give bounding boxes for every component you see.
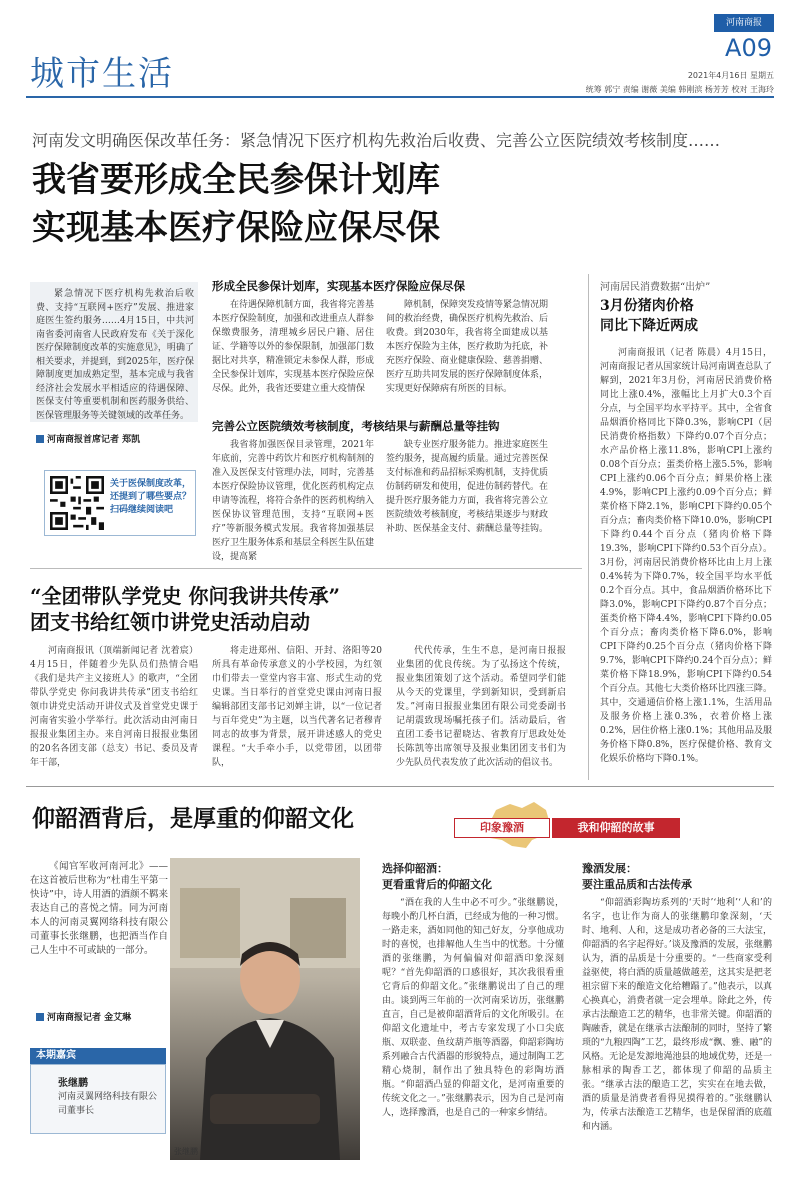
paragraph: 我省将加强医保目录管理，2021年年底前，完善中药饮片和医疗机构制剂的准入及医保支付管理办法，同时，完善基本医疗保险协议管理，优化医药机构定点申请等流程，将符合条件的医药机构纳入医保协议管理范围，支持“互联网+医疗”等新服务模式发展。我省将加强基层医疗卫生服务体系和基层全科医生队伍建设，提高紧	[212, 440, 375, 562]
youth-headline-line1: “全团带队学党史 你问我讲共传承”	[30, 584, 340, 608]
wine-subhead1-line1: 选择仰韶酒：	[382, 862, 448, 875]
youth-column2	[212, 644, 382, 770]
newspaper-brand: 河南商报	[714, 14, 774, 32]
byline-marker-icon	[36, 435, 44, 443]
paragraph: 河南商报讯（记者 陈晨）4月15日，河南商报记者从国家统计局河南调查总队了解到，2021年3月份，河南居民消费价格同比上涨0.4%，涨幅比上月扩大0.3个百分点，与全国平均水平持平。其中，全省食品烟酒价格同比下降0.3%，影响CPI（居民消费价格指数）下降约0.07个百分点；水产品价格上涨11.8%，影响CPI上涨约0.08个百分点；蛋类价格上涨5.5%，影响CPI上涨约0.06个百分点；鲜果价格上涨4.9%，影响CPI上涨约0.09个百分点；鲜菜价格下降2.1%，影响CPI下降约0.05个百分点；畜肉类价格下降10.0%，影响CPI下降约0.44个百分点（猪肉价格下降19.3%，影响CPI下降约0.53个百分点）。3月份，河南居民消费价格环比由上月上涨0.4%转为下降0.7%，较全国平均水平低0.2个百分点。其中，食品烟酒价格环比下降3.0%，影响CPI下降约0.87个百分点；蛋类价格下降4.4%，影响CPI下降约0.05个百分点；畜肉类价格下降6.0%，影响CPI下降约0.25个百分点（猪肉价格下降9.7%，影响CPI下降约0.24个百分点）；鲜菜价格下降18.9%，影响CPI下降约0.54个百分点。其他七大类价格环比四涨三降。其中，交通通信价格上涨1.1%，生活用品及服务价格上涨0.3%，衣着价格上涨0.2%，居住价格上涨0.1%；其他用品及服务价格下降0.8%，医疗保健价格、教育文化娱乐价格均下降0.1%。	[600, 348, 772, 764]
guest-header: 本期嘉宾	[30, 1048, 166, 1064]
subhead-hospital-assessment: 完善公立医院绩效考核制度，考核结果与薪酬总量等挂钩	[212, 419, 500, 433]
guest-name: 张继鹏	[58, 1078, 88, 1089]
cpi-body	[600, 346, 772, 766]
photo-caption: 张继鹏	[174, 1147, 198, 1156]
youth-column3	[396, 644, 566, 770]
paragraph: 《闻官军收河南河北》——在这首被后世称为“杜甫生平第一快诗”中，诗人用酒的酒颜不羁来表达自己的喜悦之情。同为河南本人的河南灵翼网络科技有限公司董事长张继鹏，也把酒当作自己人生中不可或缺的一部分。	[30, 861, 168, 956]
cpi-headline-line2: 同比下降近两成	[600, 318, 698, 334]
wine-column2	[582, 896, 772, 1134]
cpi-kicker: 河南居民消费数据“出炉”	[600, 282, 711, 293]
qr-promo-text: 关于医保制度改革，还提到了哪些要点？扫码继续阅读吧	[110, 479, 192, 515]
wine-subhead2-line2: 要注重品质和古法传承	[582, 878, 692, 891]
column-divider	[588, 274, 589, 780]
section1-column2	[386, 298, 548, 396]
youth-column1	[30, 644, 198, 770]
paragraph: 河南商报讯（顶端新闻记者 沈着宸）4月15日，伴随着少先队员们热情合唱《我们是共产主义接班人》的歌声，“全团带队学党史 你问我讲共传承”团支书给红领巾讲党史活动开讲仪式及首堂党史课于河南省实验小学举行。此次活动由河南日报报业集团主办。来自河南日报报业集团的20名各团支部（总支）书记、委员及青年干部，	[30, 646, 198, 768]
article-kicker: 河南发文明确医保改革任务：紧急情况下医疗机构先救治后收费、完善公立医院绩效考核制度……	[32, 131, 721, 150]
paragraph: 将走进郑州、信阳、开封、洛阳等20所具有革命传承意义的小学校园，为红领巾们带去一堂堂内容丰富、形式生动的党史课。当日举行的首堂党史课由河南日报编辑部团支部书记刘婵主讲，以“一位记者与百年党史”为主题，以当代著名记者穆青同志的故事为背景，展开讲述感人的党史课程。“大手牵小手，以党带团，以团带队，	[212, 646, 382, 768]
lead-paragraph: 紧急情况下医疗机构先救治后收费、支持“互联网+医疗”发展、推进家庭医生签约服务……4月15日，中共河南省委河南省人民政府发布《关于深化医疗保障制度改革的实施意见》，明确了相关要求，并提到，到2025年，医疗保障制度更加成熟定型，基本完成与我省经济社会发展水平相适应的待遇保障、医保支付等重要机制和医药服务供给、医保管理服务等关键领域的改革任务。	[36, 289, 194, 421]
byline-text: 河南商报首席记者 郑凯	[47, 435, 141, 445]
section-divider	[26, 786, 774, 787]
portrait-illustration	[170, 858, 360, 1160]
youth-headline-line2: 团支书给红领巾讲党史活动启动	[30, 610, 310, 634]
article-byline	[36, 432, 140, 445]
subhead-participation: 形成全民参保计划库，实现基本医疗保险应保尽保	[212, 279, 465, 293]
section1-column1	[212, 298, 374, 396]
section-divider	[30, 568, 582, 569]
cpi-headline-line1: 3月份猪肉价格	[600, 298, 694, 314]
paragraph: 障机制，保障突发疫情等紧急情况期间的救治经费，确保医疗机构先救治、后收费。到2030年，我省将全面建成以基本医疗保险为主体，医疗救助为托底，补充医疗保险、商业健康保险、慈善捐赠、医疗互助共同发展的医疗保障制度体系，实现更好保障病有所医的目标。	[386, 300, 549, 394]
cpi-headline	[600, 296, 770, 336]
intro-text	[30, 860, 168, 958]
page-number: A09	[725, 34, 772, 62]
header-divider	[26, 96, 774, 98]
paragraph: “仰韶酒彩陶坊系列的‘天时’‘地利’‘人和’的名字，也让作为商人的张继鹏印象深刻，‘天时、地利、人和，这是成功者必备的三大法宝，仰韶酒的名字起得好。’谈及豫酒的发展，张继鹏认为，酒的品质是十分重要的。“一些商家受利益驱使，将白酒的质量越做越差，这其实是把老祖宗留下来的酿造文化给糟蹋了。”他表示，以真心换真心，消费者就一定会埋单。除此之外，传承古法酿造工艺的精华，也非常关键。仰韶酒的陶融香，就是在继承古法酿制的同时，坚持了繁琐的“九粮四陶”工艺，最终形成“飘、雅、融”的风格。无论是发源地渑池县的地域优势，还是一脉相承的陶香工艺，都体现了仰韶的品质主张。“继承古法的酿造工艺，实实在在地去做，酒的质量是消费者看得见摸得着的。”张继鹏认为，传承古法酿造工艺精华，也是保留酒的底蕴和内涵。	[582, 898, 772, 1132]
byline-text: 河南商报记者 金艾琳	[47, 1013, 132, 1023]
portrait-photo	[170, 858, 360, 1160]
wine-subhead2-line1: 豫酒发展：	[582, 862, 637, 875]
section-title: 城市生活	[30, 54, 174, 94]
series-tag-impression: 印象豫酒	[454, 818, 550, 838]
section2-column1	[212, 438, 374, 564]
wine-intro	[30, 860, 168, 958]
wine-column1	[382, 896, 564, 1120]
paragraph: 在待遇保障机制方面，我省将完善基本医疗保险制度，加强和改进重点人群参保缴费服务，清理城乡居民户籍、居住证、学籍等以外的参保限制，加强部门数据比对共享，精准锁定未参保人群，形成全民参保计划库，实现基本医疗保险应保尽保。此外，我省还要建立重大疫情保	[212, 300, 375, 394]
lead-summary	[36, 288, 194, 423]
qr-code-icon[interactable]	[50, 476, 104, 530]
paragraph: 代代传承，生生不息，是河南日报报业集团的优良传统。为了弘扬这个传统，报业集团策划了这个活动。希望同学们能从今天的党课里，学到新知识，受到新启发。”河南日报报业集团有限公司党委副书记胡震致现场嘱托孩子们。活动最后，省直团工委书记翟晓达、省教育厅思政处处长陈凯等出席领导及报业集团团支书们为少先队员代表发放了此次活动的倡议书。	[396, 646, 566, 768]
paragraph: “酒在我的人生中必不可少。”张继鹏说，每晚小酌几杯白酒，已经成为他的一种习惯。一路走来，酒如同他的知己好友，分享他成功时的喜悦，也排解他人生当中的忧愁。十分懂酒的张继鹏，为何偏偏对仰韶酒印象深刻呢？“首先仰韶酒的口感很好，其次我很看重它背后的仰韶文化。”张继鹏说出了自己的理由。谈到两三年前的一次河南采访历，张继鹏直言，自己是被仰韶酒背后的文化所吸引。在仰韶文化遗址中，考古专家发现了小口尖底瓶、双联壶、鱼纹葫芦瓶等酒器，仰韶彩陶坊系列融合古代酒器的形貌特点，通过制陶工艺精心烧制，制作出了独具特色的彩陶坊酒瓶。“仰韶酒凸显的仰韶文化，是河南重要的传统文化之一。”张继鹏表示，因为自己是河南人，选择豫酒，也是自己的一种家乡情结。	[382, 898, 564, 1118]
byline-marker-icon	[36, 1013, 44, 1021]
guest-title: 河南灵翼网络科技有限公司董事长	[58, 1092, 158, 1116]
editor-credits: 统筹 郭宁 责编 谢薇 美编 韩刚滨 杨芳芳 校对 王海玲	[585, 85, 774, 94]
main-headline-line2: 实现基本医疗保险应保尽保	[32, 208, 440, 248]
series-tag-story: 我和仰韶的故事	[552, 818, 680, 838]
section2-column2	[386, 438, 548, 536]
wine-subhead1-line2: 更看重背后的仰韶文化	[382, 878, 492, 891]
issue-date: 2021年4月16日 星期五	[687, 71, 774, 80]
wine-byline	[36, 1010, 131, 1023]
wine-headline: 仰韶酒背后，是厚重的仰韶文化	[32, 805, 354, 832]
main-headline-line1: 我省要形成全民参保计划库	[32, 160, 440, 200]
paragraph: 缺专业医疗服务能力。推进家庭医生签约服务，提高履约质量。通过完善医保支付标准和药品招标采购机制，支持优质仿制药研发和使用，促进仿制药替代。在提升医疗服务能力方面，我省将完善公立医院绩效考核制度，考核结果逐步与财政补助、医保基金支付、薪酬总量等挂钩。	[386, 440, 549, 534]
